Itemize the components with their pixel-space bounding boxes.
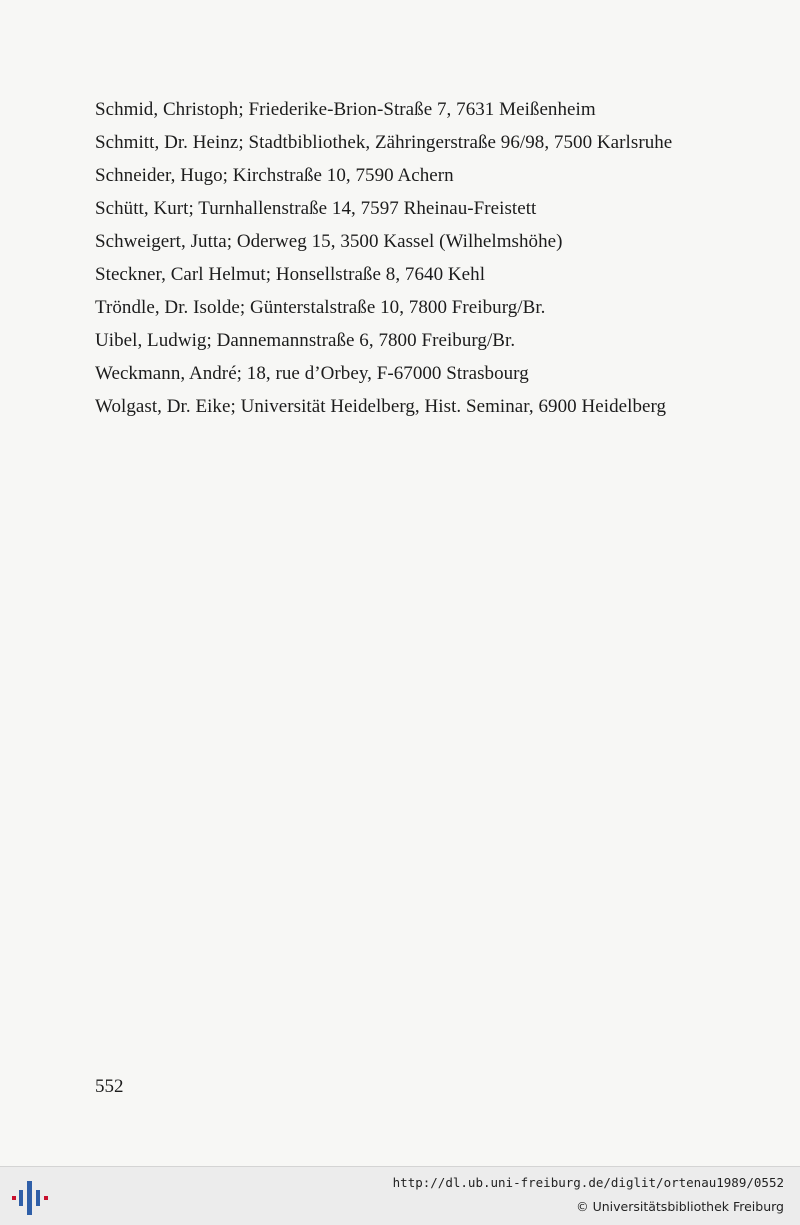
page-number: 552: [95, 1076, 124, 1097]
list-item: Schmitt, Dr. Heinz; Stadtbibliothek, Zähringerstraße 96/98, 7500 Karlsruhe: [95, 132, 673, 153]
list-item: Steckner, Carl Helmut; Honsellstraße 8, 7640 Kehl: [95, 264, 486, 285]
list-item: Schneider, Hugo; Kirchstraße 10, 7590 Achern: [95, 165, 454, 186]
address-list: [95, 93, 775, 423]
list-item: Uibel, Ludwig; Dannemannstraße 6, 7800 Freiburg/Br.: [95, 330, 516, 351]
list-item: Weckmann, André; 18, rue d’Orbey, F-67000 Strasbourg: [95, 363, 529, 384]
viewer-footer: [0, 1166, 800, 1225]
list-item: Tröndle, Dr. Isolde; Günterstalstraße 10, 7800 Freiburg/Br.: [95, 297, 546, 318]
source-url-link[interactable]: http://dl.ub.uni-freiburg.de/diglit/ortenau1989/0552: [392, 1175, 784, 1190]
list-item: Wolgast, Dr. Eike; Universität Heidelberg, Hist. Seminar, 6900 Heidelberg: [95, 396, 667, 417]
list-item: Schütt, Kurt; Turnhallenstraße 14, 7597 Rheinau-Freistett: [95, 198, 537, 219]
ub-freiburg-logo-icon[interactable]: [10, 1177, 50, 1217]
list-item: Schweigert, Jutta; Oderweg 15, 3500 Kassel (Wilhelmshöhe): [95, 231, 563, 252]
list-item: Schmid, Christoph; Friederike-Brion-Straße 7, 7631 Meißenheim: [95, 99, 596, 120]
copyright-notice: © Universitätsbibliothek Freiburg: [576, 1199, 784, 1214]
